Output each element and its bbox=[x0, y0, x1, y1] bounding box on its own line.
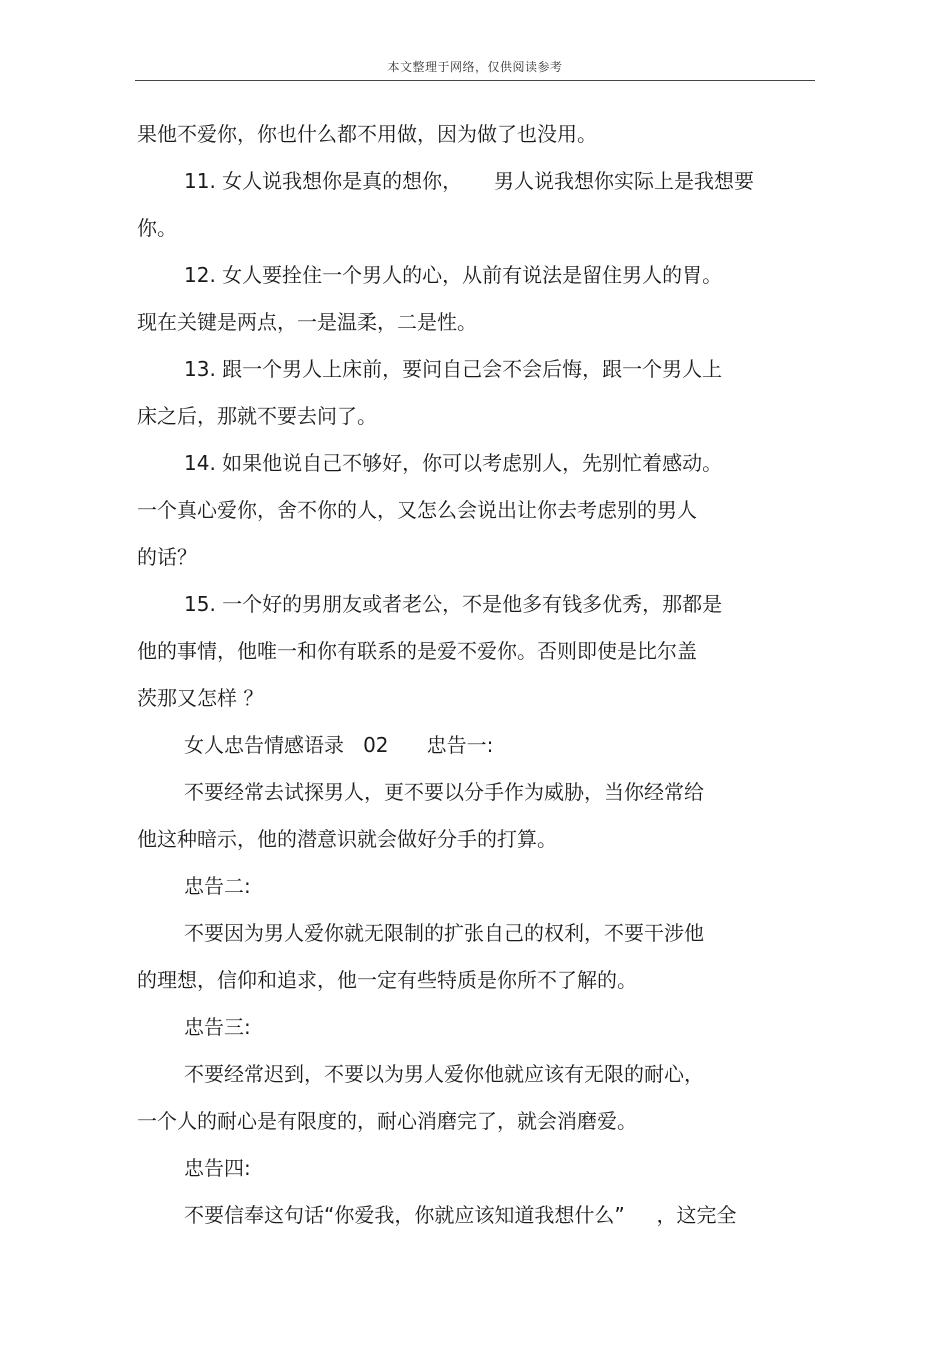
document-body bbox=[137, 111, 817, 1239]
text-line: 女人忠告情感语录 02 忠告一: bbox=[184, 733, 494, 757]
text-line: 不要信奉这句话“你爱我，你就应该知道我想什么” ，这完全 bbox=[184, 1203, 737, 1227]
text-line: 不要因为男人爱你就无限制的扩张自己的权利，不要干涉他 bbox=[184, 921, 704, 945]
text-line: 14. 如果他说自己不够好，你可以考虑别人，先别忙着感动。 bbox=[184, 451, 723, 475]
text-line: 忠告二: bbox=[184, 874, 251, 898]
text-line: 的理想，信仰和追求，他一定有些特质是你所不了解的。 bbox=[137, 968, 637, 992]
text-line: 15. 一个好的男朋友或者老公，不是他多有钱多优秀，那都是 bbox=[184, 592, 723, 616]
text-line: 你。 bbox=[137, 216, 177, 240]
text-line: 12. 女人要拴住一个男人的心，从前有说法是留住男人的胃。 bbox=[184, 263, 723, 287]
text-line: 果他不爱你，你也什么都不用做，因为做了也没用。 bbox=[137, 122, 597, 146]
page-header: 本文整理于网络，仅供阅读参考 bbox=[387, 60, 563, 74]
text-line: 一个真心爱你，舍不你的人，又怎么会说出让你去考虑别的男人 bbox=[137, 498, 697, 522]
text-line: 不要经常迟到，不要以为男人爱你他就应该有无限的耐心， bbox=[184, 1062, 704, 1086]
text-line: 11. 女人说我想你是真的想你， 男人说我想你实际上是我想要 bbox=[184, 169, 754, 193]
text-line: 现在关键是两点，一是温柔，二是性。 bbox=[137, 310, 477, 334]
text-line: 茨那又怎样 ？ bbox=[137, 686, 264, 710]
text-line: 一个人的耐心是有限度的，耐心消磨完了，就会消磨爱。 bbox=[137, 1109, 637, 1133]
text-line: 13. 跟一个男人上床前，要问自己会不会后悔，跟一个男人上 bbox=[184, 357, 723, 381]
text-line: 的话？ bbox=[137, 545, 197, 569]
text-line: 忠告三: bbox=[184, 1015, 251, 1039]
text-line: 他这种暗示，他的潜意识就会做好分手的打算。 bbox=[137, 827, 557, 851]
text-line: 忠告四: bbox=[184, 1156, 251, 1180]
header-divider bbox=[135, 80, 815, 81]
text-line: 他的事情，他唯一和你有联系的是爱不爱你。否则即使是比尔盖 bbox=[137, 639, 697, 663]
text-line: 不要经常去试探男人，更不要以分手作为威胁，当你经常给 bbox=[184, 780, 704, 804]
text-line: 床之后，那就不要去问了。 bbox=[137, 404, 377, 428]
